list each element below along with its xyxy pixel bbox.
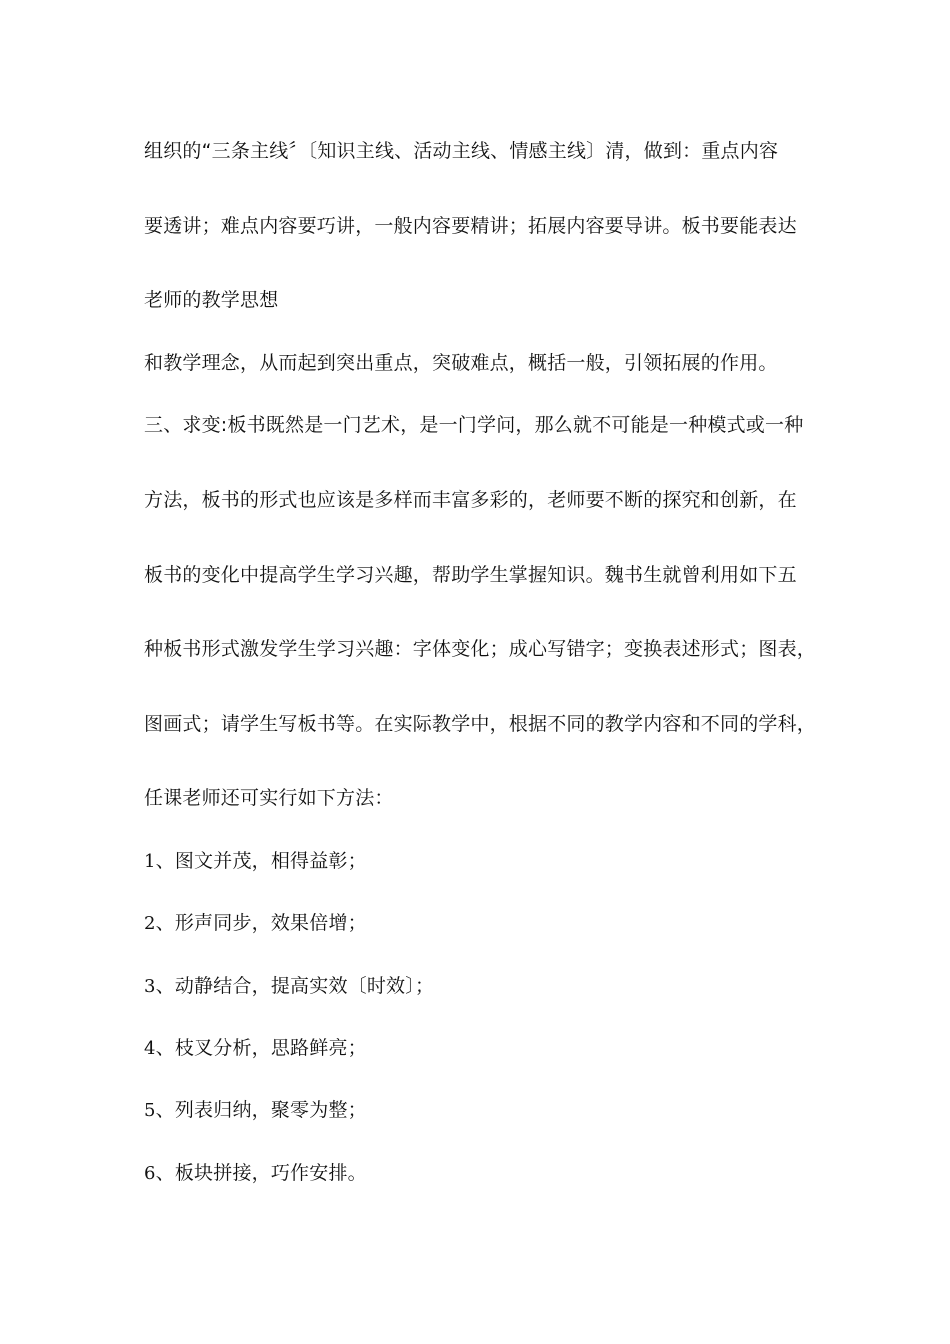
paragraph-line: 种板书形式激发学生学习兴趣：字体变化；成心写错字；变换表述形式；图表， (144, 638, 817, 660)
list-item-text: 、图文并茂，相得益彰； (155, 850, 367, 872)
list-item-number: 6 (144, 1163, 156, 1184)
list-item-text: 、动静结合，提高实效〔时效〕； (155, 975, 435, 997)
paragraph-line: 方法，板书的形式也应该是多样而丰富多彩的，老师要不断的探究和创新，在 (144, 489, 797, 511)
list-item-number: 2 (144, 913, 156, 934)
paragraph-line: 板书的变化中提高学生学习兴趣，帮助学生掌握知识。魏书生就曾利用如下五 (144, 564, 797, 586)
list-item-number: 4 (144, 1038, 156, 1059)
paragraph-line: 老师的教学思想 (144, 289, 279, 311)
list-item (144, 849, 824, 874)
list-item-text: 、形声同步，效果倍增； (155, 912, 367, 934)
list-item-text: 、列表归纳，聚零为整； (155, 1099, 367, 1121)
paragraph-line: 组织的“三条主线〞〔知识主线、活动主线、情感主线〕清，做到：重点内容 (144, 140, 779, 162)
list-item (144, 974, 824, 999)
paragraph-line: 图画式；请学生写板书等。在实际教学中，根据不同的教学内容和不同的学科， (144, 713, 817, 735)
list-item (144, 1161, 824, 1186)
list-item (144, 1036, 824, 1061)
list-item-text: 、板块拼接，巧作安排。 (155, 1162, 367, 1184)
list-item-number: 1 (144, 851, 156, 872)
list-item-number: 5 (144, 1100, 156, 1121)
section-heading-line: 三、求变:板书既然是一门艺术，是一门学问，那么就不可能是一种模式或一种 (144, 414, 804, 436)
list-item (144, 1098, 824, 1123)
paragraph-line: 要透讲；难点内容要巧讲，一般内容要精讲；拓展内容要导讲。板书要能表达 (144, 215, 797, 237)
paragraph-line: 任课老师还可实行如下方法： (144, 787, 394, 809)
list-item-text: 、枝叉分析，思路鲜亮； (155, 1037, 367, 1059)
list-item (144, 911, 824, 936)
paragraph-line: 和教学理念，从而起到突出重点，突破难点，概括一般，引领拓展的作用。 (144, 352, 778, 374)
list-item-number: 3 (144, 976, 156, 997)
